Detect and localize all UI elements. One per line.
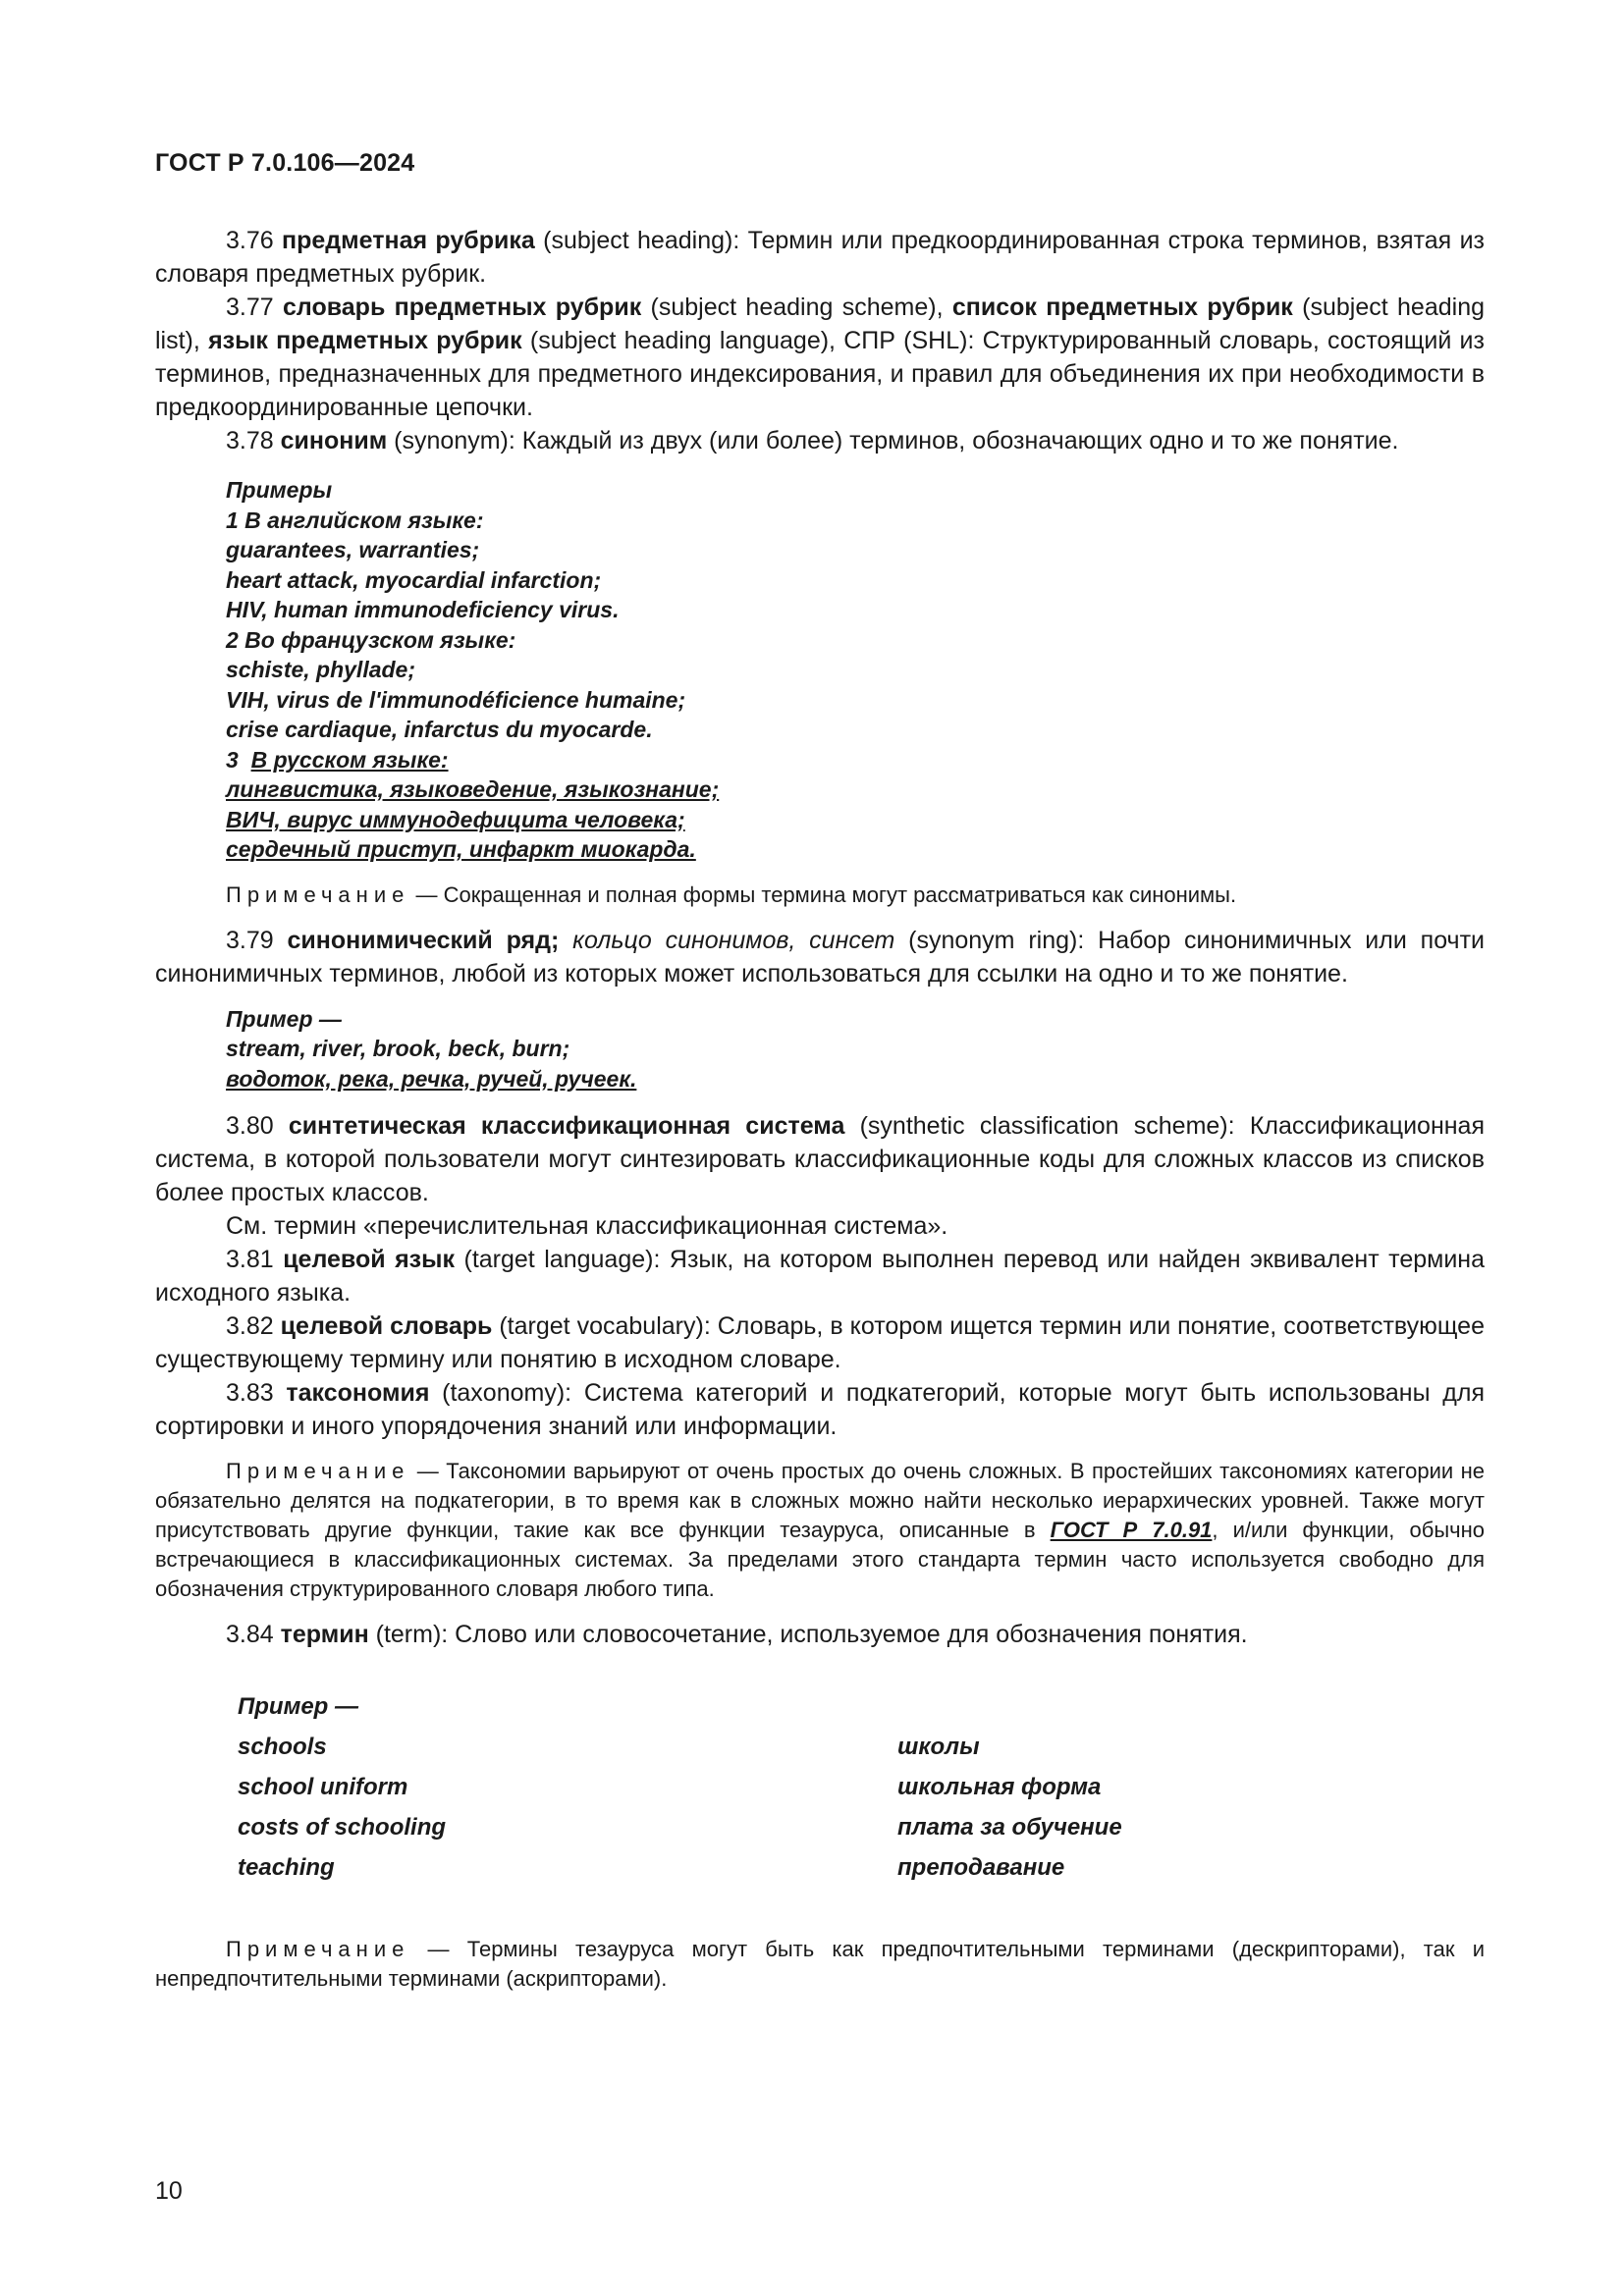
example-line: 1 В английском языке: (226, 507, 484, 533)
term-ru: школьная форма (897, 1773, 1102, 1800)
entry-number: 3.76 (226, 227, 274, 254)
entry-text: (subject heading scheme), (641, 294, 952, 321)
entry-definition: (synonym ring): Набор синонимичных или почти синонимичных терминов, любой из которых может использоваться для ссылки на одно и то же понятие. (155, 926, 1485, 988)
gost-reference-link[interactable]: ГОСТ Р 7.0.91 (1050, 1518, 1213, 1542)
example-line: stream, river, brook, beck, burn; (226, 1036, 570, 1061)
entry-definition: (target vocabulary): Словарь, в котором ищется термин или понятие, соответствующее существующему термину или понятию в исходном словаре. (155, 1312, 1485, 1373)
entry-alt-terms: кольцо синонимов, синсет (559, 926, 895, 954)
term-ru: плата за обучение (897, 1813, 1122, 1841)
example-heading: В русском языке: (250, 746, 449, 773)
page-number: 10 (155, 2177, 183, 2205)
example-line: 2 Во французском языке: (226, 626, 516, 653)
example-title: Пример — (226, 1005, 342, 1032)
entry-3-81 (155, 1243, 1485, 1309)
entry-3-80 (155, 1109, 1485, 1209)
entry-term: целевой словарь (280, 1312, 493, 1340)
term-en: school uniform (238, 1773, 408, 1800)
term-ru: школы (897, 1733, 980, 1760)
entry-definition: (synonym): Каждый из двух (или более) терминов, обозначающих одно и то же понятие. (387, 427, 1399, 454)
entry-text: (subject heading list), (155, 294, 1485, 354)
entry-number: 3.81 (226, 1246, 274, 1273)
example-line: crise cardiaque, infarctus du myocarde. (226, 717, 653, 742)
example-line: лингвистика, языковедение, языкознание; (226, 776, 720, 802)
example-line: heart attack, myocardial infarction; (226, 566, 602, 593)
example-line: schiste, phyllade; (226, 657, 416, 682)
entry-term-3: язык предметных рубрик (208, 327, 522, 354)
entry-number: 3.80 (226, 1112, 274, 1140)
term-en: teaching (238, 1853, 335, 1881)
entry-definition: (taxonomy): Система категорий и подкатегорий, которые могут быть использованы для сортировки и иного упорядочения знаний или информации. (155, 1379, 1485, 1440)
example-number: 3 (226, 746, 251, 773)
entry-definition: (subject heading): Термин или предкоординированная строка терминов, взятая из словаря предметных рубрик. (155, 227, 1485, 288)
example-line: сердечный приступ, инфаркт миокарда. (226, 836, 696, 862)
entry-3-77 (155, 291, 1485, 424)
example-block (226, 1004, 1485, 1095)
entry-term-2: список предметных рубрик (951, 294, 1293, 321)
example-line (226, 745, 1485, 775)
table-row (238, 1847, 1485, 1888)
entry-definition: (synthetic classification scheme): Классификационная система, в которой пользователи могут синтезировать классификационные коды для сложных классов из списков более простых классов. (155, 1112, 1485, 1206)
note-label: Примечание (226, 881, 410, 907)
table-row (238, 1807, 1485, 1847)
entry-term: целевой язык (283, 1246, 455, 1273)
entry-term: словарь предметных рубрик (283, 294, 642, 321)
entry-number: 3.83 (226, 1379, 274, 1407)
entry-term: термин (280, 1621, 369, 1648)
note-3-84 (155, 1935, 1485, 1994)
term-en: costs of schooling (238, 1813, 447, 1841)
entry-term: таксономия (286, 1379, 430, 1407)
entry-number: 3.82 (226, 1312, 274, 1340)
entry-definition: (subject heading language), СПР (SHL): Структурированный словарь, состоящий из терминов, предназначенных для предметного индексирования, и правил для объединения их при необходимости в предкоординированные цепочки. (155, 327, 1485, 421)
entry-definition: (target language): Язык, на котором выполнен перевод или найден эквивалент термина исходного языка. (155, 1246, 1486, 1307)
example-line: ВИЧ, вирус иммунодефицита человека; (226, 806, 685, 832)
table-row (238, 1727, 1485, 1767)
entry-term: синоним (280, 427, 388, 454)
document-body (155, 224, 1485, 1994)
example-line: HIV, human immunodeficiency virus. (226, 597, 620, 622)
note-3-83 (155, 1457, 1485, 1604)
entry-see-also: См. термин «перечислительная классификационная система». (226, 1212, 948, 1240)
note-text: — Таксономии варьируют от очень простых до очень сложных. В простейших таксономиях категории не обязательно делятся на подкатегории, в то время как в сложных можно найти несколько иерархических уровней. Также могут присутствовать другие функции, такие как все функции тезауруса, описанные в (155, 1459, 1485, 1542)
term-example-table (238, 1686, 1485, 1888)
entry-term: предметная рубрика (282, 227, 535, 254)
entry-3-79 (155, 924, 1485, 990)
examples-title: Примеры (226, 477, 333, 503)
entry-definition: (term): Слово или словосочетание, используемое для обозначения понятия. (368, 1621, 1248, 1648)
note-text: , и/или функции, обычно встречающиеся в классификационных системах. За пределами этого стандарта термин часто используется свободно для обозначения структурированного словаря любого типа. (155, 1518, 1485, 1601)
document-header: ГОСТ Р 7.0.106—2024 (155, 149, 415, 177)
note-label: Примечание (226, 1937, 410, 1961)
example-title-row (238, 1686, 1485, 1727)
example-line: VIH, virus de l'immunodéficience humaine; (226, 686, 686, 713)
note-label: Примечание (226, 1459, 410, 1483)
entry-term: синонимический ряд; (287, 926, 560, 954)
entry-3-84 (155, 1618, 1485, 1651)
note-text: — Сокращенная и полная формы термина могут рассматриваться как синонимы. (409, 881, 1237, 907)
note-text: — Термины тезауруса могут быть как предпочтительными терминами (дескрипторами), так и непредпочтительными терминами (аскрипторами). (155, 1937, 1485, 1991)
entry-3-82 (155, 1309, 1485, 1376)
term-ru: преподавание (897, 1853, 1065, 1881)
entry-number: 3.78 (226, 427, 274, 454)
term-en: schools (238, 1733, 327, 1760)
entry-3-76 (155, 224, 1485, 291)
example-line: водоток, река, речка, ручей, ручеек. (226, 1065, 637, 1092)
entry-number: 3.84 (226, 1621, 274, 1648)
table-row (238, 1767, 1485, 1807)
note-3-78 (155, 881, 1485, 910)
entry-3-78 (155, 424, 1485, 457)
entry-number: 3.79 (226, 926, 274, 954)
entry-term: синтетическая классификационная система (288, 1112, 845, 1140)
entry-number: 3.77 (226, 294, 274, 321)
example-title: Пример — (238, 1692, 359, 1720)
entry-3-83 (155, 1376, 1485, 1443)
examples-block (226, 475, 1485, 865)
example-line: guarantees, warranties; (226, 537, 480, 562)
